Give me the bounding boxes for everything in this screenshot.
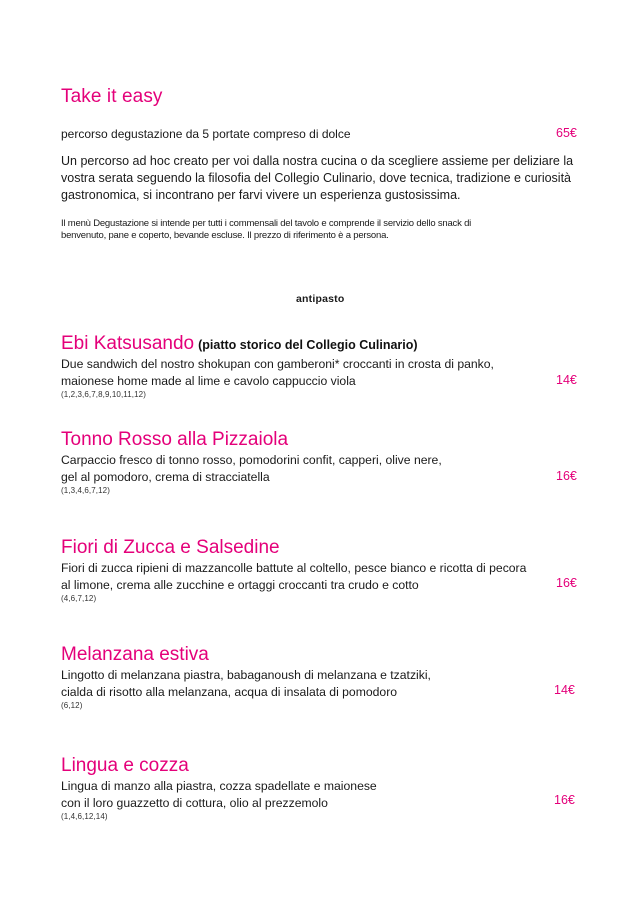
tasting-offer: percorso degustazione da 5 portate compreso di dolce [61, 127, 351, 141]
menu-title: Take it easy [61, 86, 163, 107]
dish-allergens: (1,3,4,6,7,12) [61, 486, 110, 495]
course-heading: antipasto [296, 293, 345, 305]
dish-price: 16€ [556, 469, 577, 483]
dish-allergens: (1,2,3,6,7,8,9,10,11,12) [61, 390, 146, 399]
dish-description-line: Lingotto di melanzana piastra, babaganoush di melanzana e tzatziki, [61, 668, 431, 682]
dish-description-line: Due sandwich del nostro shokupan con gamberoni* croccanti in crosta di panko, [61, 357, 494, 371]
dish-subtitle: (piatto storico del Collegio Culinario) [198, 338, 418, 352]
dish-allergens: (1,4,6,12,14) [61, 812, 108, 821]
dish-description-line: con il loro guazzetto di cottura, olio al prezzemolo [61, 796, 328, 810]
dish-price: 16€ [556, 576, 577, 590]
tasting-price: 65€ [556, 126, 577, 140]
description-line: Un percorso ad hoc creato per voi dalla nostra cucina o da scegliere assieme per deliziare la [61, 154, 574, 168]
dish-name: Tonno Rosso alla Pizzaiola [61, 429, 289, 450]
tasting-description [61, 153, 591, 204]
dish-allergens: (6,12) [61, 701, 83, 710]
dish-item [61, 755, 377, 822]
dish-item [61, 333, 494, 400]
dish-description [61, 452, 442, 486]
dish-price: 14€ [556, 373, 577, 387]
dish-description-line: Lingua di manzo alla piastra, cozza spadellate e maionese [61, 779, 377, 793]
dish-price: 14€ [554, 683, 575, 697]
dish-description [61, 356, 494, 390]
tasting-note [61, 218, 471, 242]
dish-description-line: al limone, crema alle zucchine e ortaggi croccanti tra crudo e cotto [61, 578, 419, 592]
dish-description-line: Carpaccio fresco di tonno rosso, pomodorini confit, capperi, olive nere, [61, 453, 442, 467]
dish-price: 16€ [554, 793, 575, 807]
dish-description [61, 560, 526, 594]
dish-description [61, 778, 377, 812]
note-line: benvenuto, pane e coperto, bevande escluse. Il prezzo di riferimento è a persona. [61, 230, 389, 241]
dish-description-line: gel al pomodoro, crema di stracciatella [61, 470, 270, 484]
dish-item [61, 537, 526, 604]
dish-description [61, 667, 431, 701]
dish-name: Lingua e cozza [61, 755, 189, 776]
dish-name: Ebi Katsusando [61, 333, 195, 354]
dish-name: Melanzana estiva [61, 644, 209, 665]
dish-name: Fiori di Zucca e Salsedine [61, 537, 280, 558]
description-line: vostra serata seguendo la filosofia del Collegio Culinario, dove tecnica, tradizione e curiosità [61, 171, 572, 185]
dish-description-line: Fiori di zucca ripieni di mazzancolle battute al coltello, pesce bianco e ricotta di pecora [61, 561, 527, 575]
dish-title-row [61, 333, 494, 355]
dish-allergens: (4,6,7,12) [61, 594, 97, 603]
dish-item [61, 644, 431, 711]
dish-description-line: maionese home made al lime e cavolo cappuccio viola [61, 374, 356, 388]
description-line: gastronomica, si incontrano per farvi vivere un esperienza gustosissima. [61, 188, 461, 202]
dish-item [61, 429, 442, 496]
dish-description-line: cialda di risotto alla melanzana, acqua di insalata di pomodoro [61, 685, 398, 699]
note-line: Il menù Degustazione si intende per tutti i commensali del tavolo e comprende il servizio dello snack di [61, 218, 472, 229]
